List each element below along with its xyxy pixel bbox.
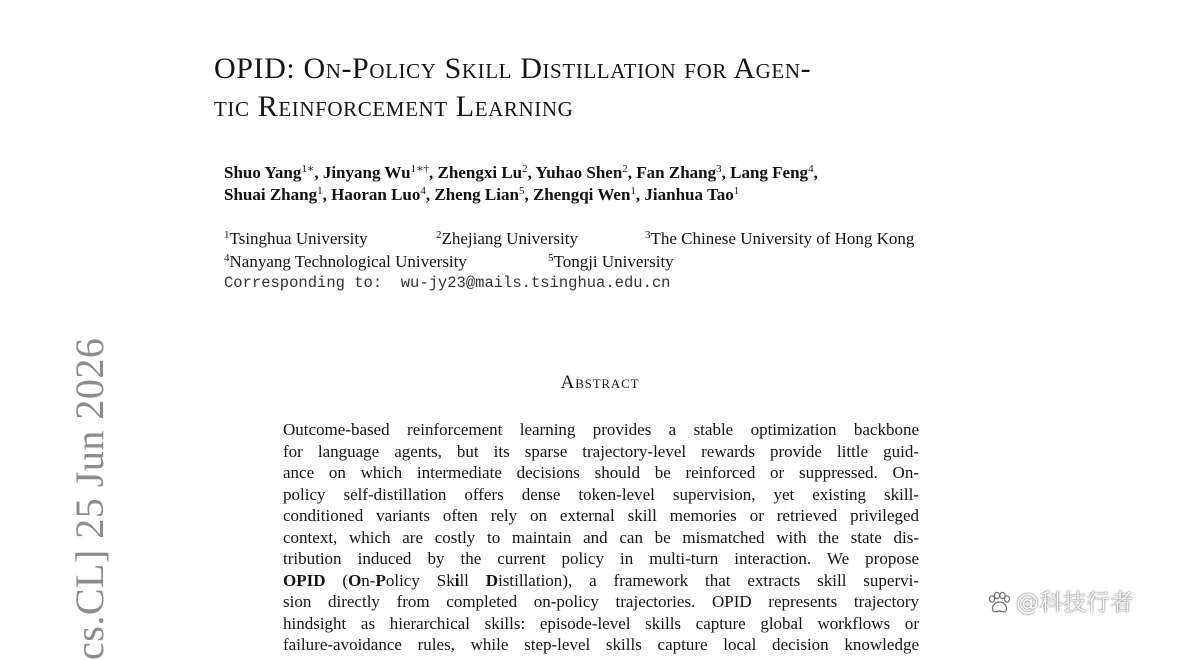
affiliations — [224, 227, 1024, 294]
author-name: Haoran Luo — [331, 185, 421, 204]
author-affiliation-marker: 4 — [808, 163, 814, 175]
acronym-letter: P — [375, 570, 386, 590]
affiliation-2-name: Zhejiang University — [441, 229, 578, 248]
acronym-text: n- — [361, 570, 376, 590]
affiliation-line-2 — [224, 250, 1024, 273]
author-l1-6 — [730, 163, 813, 182]
author-affiliation-marker: 1 — [630, 185, 636, 197]
acronym-text: Sk — [436, 570, 455, 590]
abstract-line: failure-avoidance rules, while step-level skills capture local decision knowledge — [283, 635, 919, 654]
author-l1-5 — [636, 163, 721, 182]
abstract-line: Outcome-based reinforcement learning provides a stable optimization backbone — [283, 420, 919, 439]
author-l1-2 — [323, 163, 429, 182]
author-affiliation-marker: 4 — [420, 185, 426, 197]
abstract-line: sion directly from completed on-policy trajectories. OPID represents trajectory — [283, 592, 919, 611]
abstract-line: for language agents, but its sparse trajectory-level rewards provide little guid- — [283, 441, 919, 461]
affiliation-line-1 — [224, 227, 1024, 250]
abstract-body — [283, 419, 919, 656]
author-affiliation-marker: 1 — [733, 185, 740, 197]
acronym-letter: O — [348, 570, 362, 590]
author-line-1: Shuo Yang$^{1∗}$, Jinyang $Wu^{1∗\dagger}$, Zhengxi Lu$^2$, Yuhao Shen$^2$, Fan Zhang$^3$, Lang Feng$^4$, — [224, 163, 818, 182]
author-l1-3 — [438, 163, 528, 182]
acronym-letter: D — [485, 570, 499, 590]
author-affiliation-marker: 5 — [518, 185, 525, 197]
author-name: Zhengxi Lu — [437, 163, 523, 182]
affiliation-3-name: The Chinese University of Hong Kong — [650, 229, 915, 248]
abstract-line: tribution induced by the current policy in multi-turn interaction. We propose — [283, 549, 919, 568]
author-name: Shuo Yang — [224, 163, 302, 182]
affiliation-3-marker: 3 — [645, 229, 651, 241]
affiliation-2 — [436, 227, 645, 250]
author-affiliation-marker: 1 — [317, 185, 323, 197]
affiliation-5-name: Tongji University — [553, 252, 674, 271]
author-name: Yuhao Shen — [535, 163, 623, 182]
watermark-text: @科技行者 — [1016, 590, 1134, 616]
author-name: Jinyang Wu — [322, 163, 411, 182]
method-name: OPID — [283, 570, 326, 590]
abstract-heading: Abstract — [560, 372, 640, 393]
affiliation-1-name: Tsinghua University — [229, 229, 368, 248]
paper-title — [214, 50, 1004, 126]
author-name: Lang Feng — [730, 163, 809, 182]
abstract-line: ance on which intermediate decisions should be reinforced or suppressed. On- — [283, 463, 919, 482]
abstract-line: hindsight as hierarchical skills: episode-level skills capture global workflows or — [283, 613, 919, 633]
author-name: Jianhua Tao — [644, 185, 734, 204]
author-l1-1 — [224, 163, 314, 182]
title-line-2: tic Reinforcement Learning — [214, 90, 574, 123]
abstract-line: OPID (On-Policy Skill Distillation), a framework that extracts skill supervi- — [283, 570, 920, 590]
acronym-text: ll — [459, 570, 486, 590]
acronym-letter: i — [454, 570, 460, 590]
affiliation-1-marker: 1 — [224, 229, 230, 241]
author-name: Shuai Zhang — [224, 185, 318, 204]
watermark — [986, 588, 1134, 618]
paw-icon — [986, 591, 1012, 615]
corresponding-email[interactable]: Corresponding to: wu-jy23@mails.tsinghua.edu.cn — [224, 274, 671, 292]
author-affiliation-marker: 2 — [622, 163, 628, 175]
author-l2-3 — [434, 185, 524, 204]
author-name: Zhengqi Wen — [532, 185, 631, 204]
affiliation-4 — [224, 250, 548, 273]
author-line-2: Shuai Zhang$^1$, Haoran Luo$^4$, Zheng Lian$^5$, Zhengqi Wen$^1$, Jianhua Tao$^1$ — [224, 185, 740, 204]
author-l2-2 — [331, 185, 426, 204]
author-list — [224, 162, 1004, 206]
affiliation-5-marker: 5 — [548, 252, 554, 264]
author-l2-4 — [533, 185, 636, 204]
affiliation-1 — [224, 227, 436, 250]
author-name: Zheng Lian — [434, 185, 519, 204]
title-line-1: OPID: On-Policy Skill Distillation for Agen- — [214, 52, 812, 85]
abstract-line: context, which are costly to maintain and can be mismatched with the state dis- — [283, 527, 919, 547]
acronym-text: istillation — [498, 570, 563, 590]
author-l2-5 — [644, 185, 739, 204]
affiliation-4-marker: 4 — [224, 252, 230, 264]
affiliation-3 — [645, 227, 914, 250]
abstract-line: policy self-distillation offers dense token-level supervision, yet existing skill- — [283, 484, 919, 504]
affiliation-5 — [548, 250, 674, 273]
author-name: Fan Zhang — [636, 163, 717, 182]
affiliation-4-name: Nanyang Technological University — [229, 252, 467, 271]
author-affiliation-marker: 1∗† — [410, 163, 430, 175]
acronym-text: olicy — [385, 570, 437, 590]
author-affiliation-marker: 2 — [522, 163, 528, 175]
author-affiliation-marker: 1∗ — [301, 163, 315, 175]
author-l2-1 — [224, 185, 323, 204]
author-affiliation-marker: 3 — [716, 163, 722, 175]
author-l1-4 — [535, 163, 627, 182]
abstract-line: conditioned variants often rely on external skill memories or retrieved privileged — [283, 506, 919, 525]
arxiv-stamp[interactable]: cs.CL] 25 Jun 2026 — [67, 337, 112, 660]
affiliation-2-marker: 2 — [436, 229, 442, 241]
